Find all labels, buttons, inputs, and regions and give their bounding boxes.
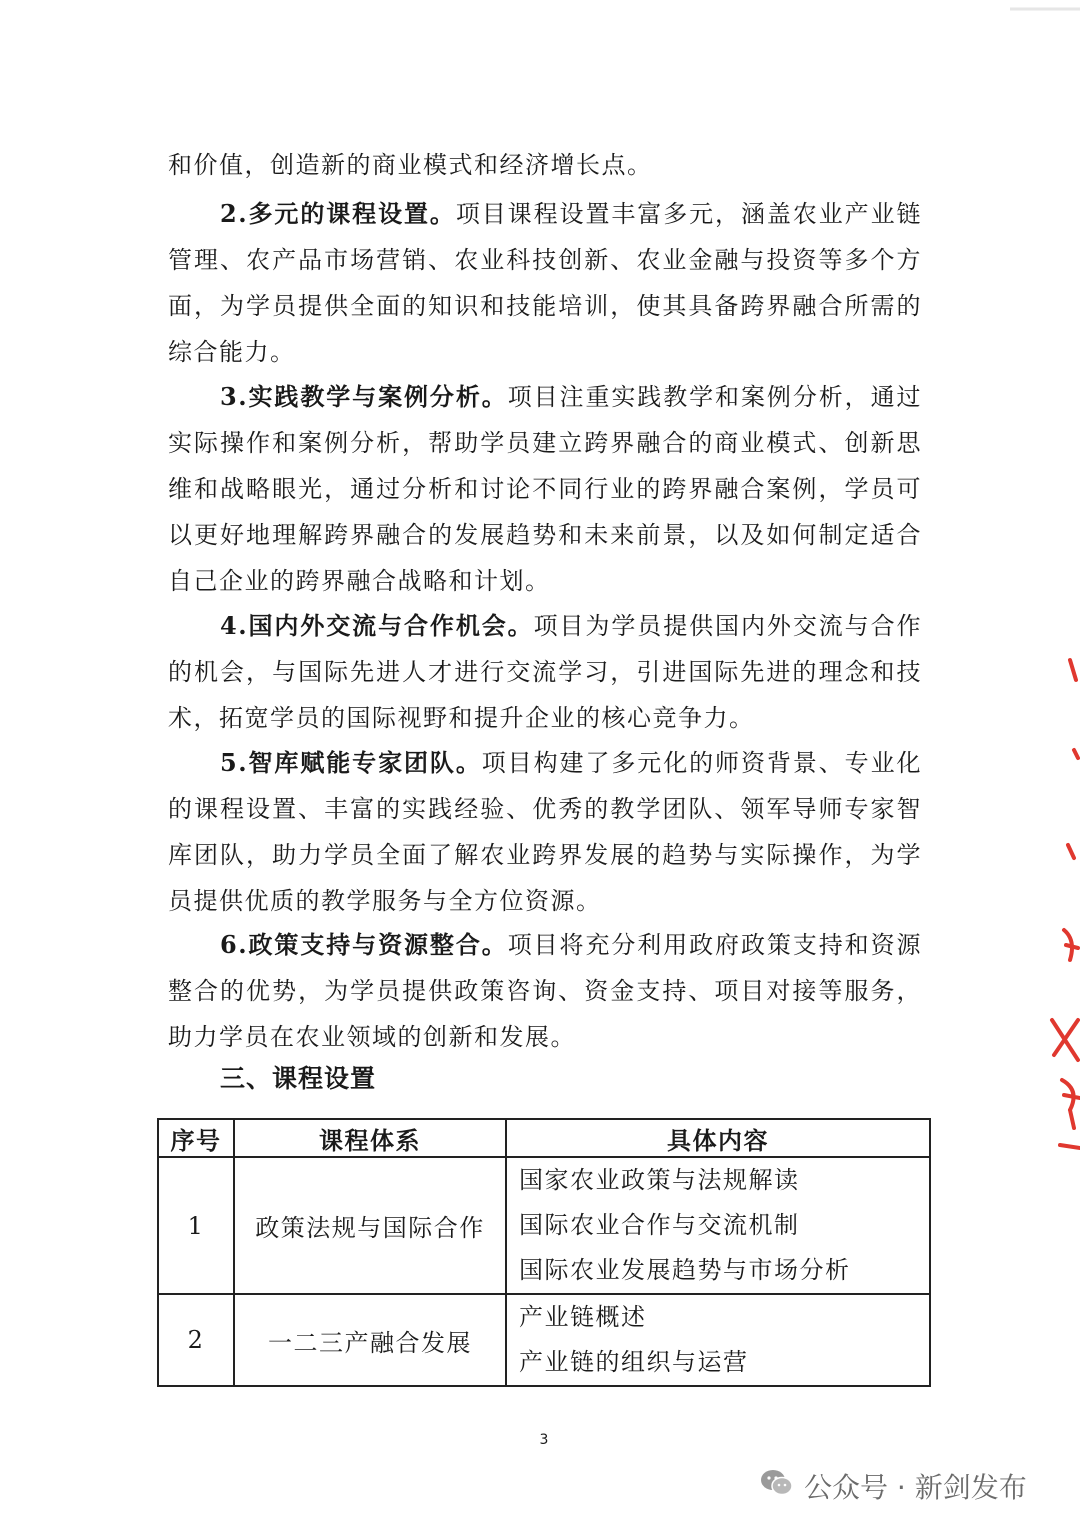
content-item: 产业链概述 (519, 1303, 647, 1331)
paragraph-2 (168, 191, 922, 375)
paragraph-lead: 5.智库赋能专家团队。 (220, 748, 482, 777)
section-heading: 三、课程设置 (220, 1064, 377, 1093)
paragraph-lead: 4.国内外交流与合作机会。 (220, 611, 534, 640)
paragraph-3 (168, 374, 922, 604)
content-item: 产业链的组织与运营 (519, 1348, 749, 1376)
content-item: 国际农业发展趋势与市场分析 (519, 1256, 851, 1284)
paragraph-text: 项目构建了多元化的师资背景、专业化的课程设置、丰富的实践经验、优秀的教学团队、领军导师专家智库团队，助力学员全面了解农业跨界发展的趋势与实际操作，为学员提供优质的教学服务与全方位资源。 (168, 749, 922, 915)
page-number: 3 (539, 1432, 549, 1448)
paragraph-4 (168, 603, 922, 741)
row-num: 1 (158, 1157, 234, 1294)
table-header-row (158, 1119, 930, 1157)
table-row (158, 1294, 930, 1386)
paragraph-1 (168, 142, 922, 188)
header-num: 序号 (158, 1119, 234, 1157)
paragraph-text: 项目为学员提供国内外交流与合作的机会，与国际先进人才进行交流学习，引进国际先进的理念和技术，拓宽学员的国际视野和提升企业的核心竞争力。 (168, 612, 922, 732)
corner-mark (1010, 0, 1080, 10)
wechat-icon (760, 1468, 794, 1505)
paragraph-text: 和价值，创造新的商业模式和经济增长点。 (168, 151, 653, 179)
paragraph-lead: 3.实践教学与案例分析。 (220, 382, 508, 411)
content-item: 国际农业合作与交流机制 (519, 1211, 800, 1239)
course-table (157, 1118, 931, 1387)
row-content (506, 1294, 930, 1386)
row-content (506, 1157, 930, 1294)
paragraph-6 (168, 922, 922, 1060)
paragraph-5 (168, 740, 922, 924)
paragraph-text: 项目注重实践教学和案例分析，通过实际操作和案例分析，帮助学员建立跨界融合的商业模式、创新思维和战略眼光，通过分析和讨论不同行业的跨界融合案例，学员可以更好地理解跨界融合的发展趋势和未来前景，以及如何制定适合自己企业的跨界融合战略和计划。 (168, 383, 922, 595)
paragraph-lead: 2.多元的课程设置。 (220, 199, 456, 228)
row-system: 一二三产融合发展 (234, 1294, 506, 1386)
paragraph-text: 项目将充分利用政府政策支持和资源整合的优势，为学员提供政策咨询、资金支持、项目对接等服务，助力学员在农业领域的创新和发展。 (168, 931, 922, 1051)
header-system: 课程体系 (234, 1119, 506, 1157)
paragraph-text: 项目课程设置丰富多元，涵盖农业产业链管理、农产品市场营销、农业科技创新、农业金融与投资等多个方面，为学员提供全面的知识和技能培训，使其具备跨界融合所需的综合能力。 (168, 200, 922, 366)
table-row (158, 1157, 930, 1294)
watermark (760, 1466, 1027, 1506)
red-stamp-fragment (1040, 640, 1080, 1160)
header-content: 具体内容 (506, 1119, 930, 1157)
row-num: 2 (158, 1294, 234, 1386)
content-item: 国家农业政策与法规解读 (519, 1166, 800, 1194)
row-system: 政策法规与国际合作 (234, 1157, 506, 1294)
paragraph-lead: 6.政策支持与资源整合。 (220, 930, 508, 959)
watermark-text: 公众号 · 新剑发布 (804, 1471, 1027, 1504)
